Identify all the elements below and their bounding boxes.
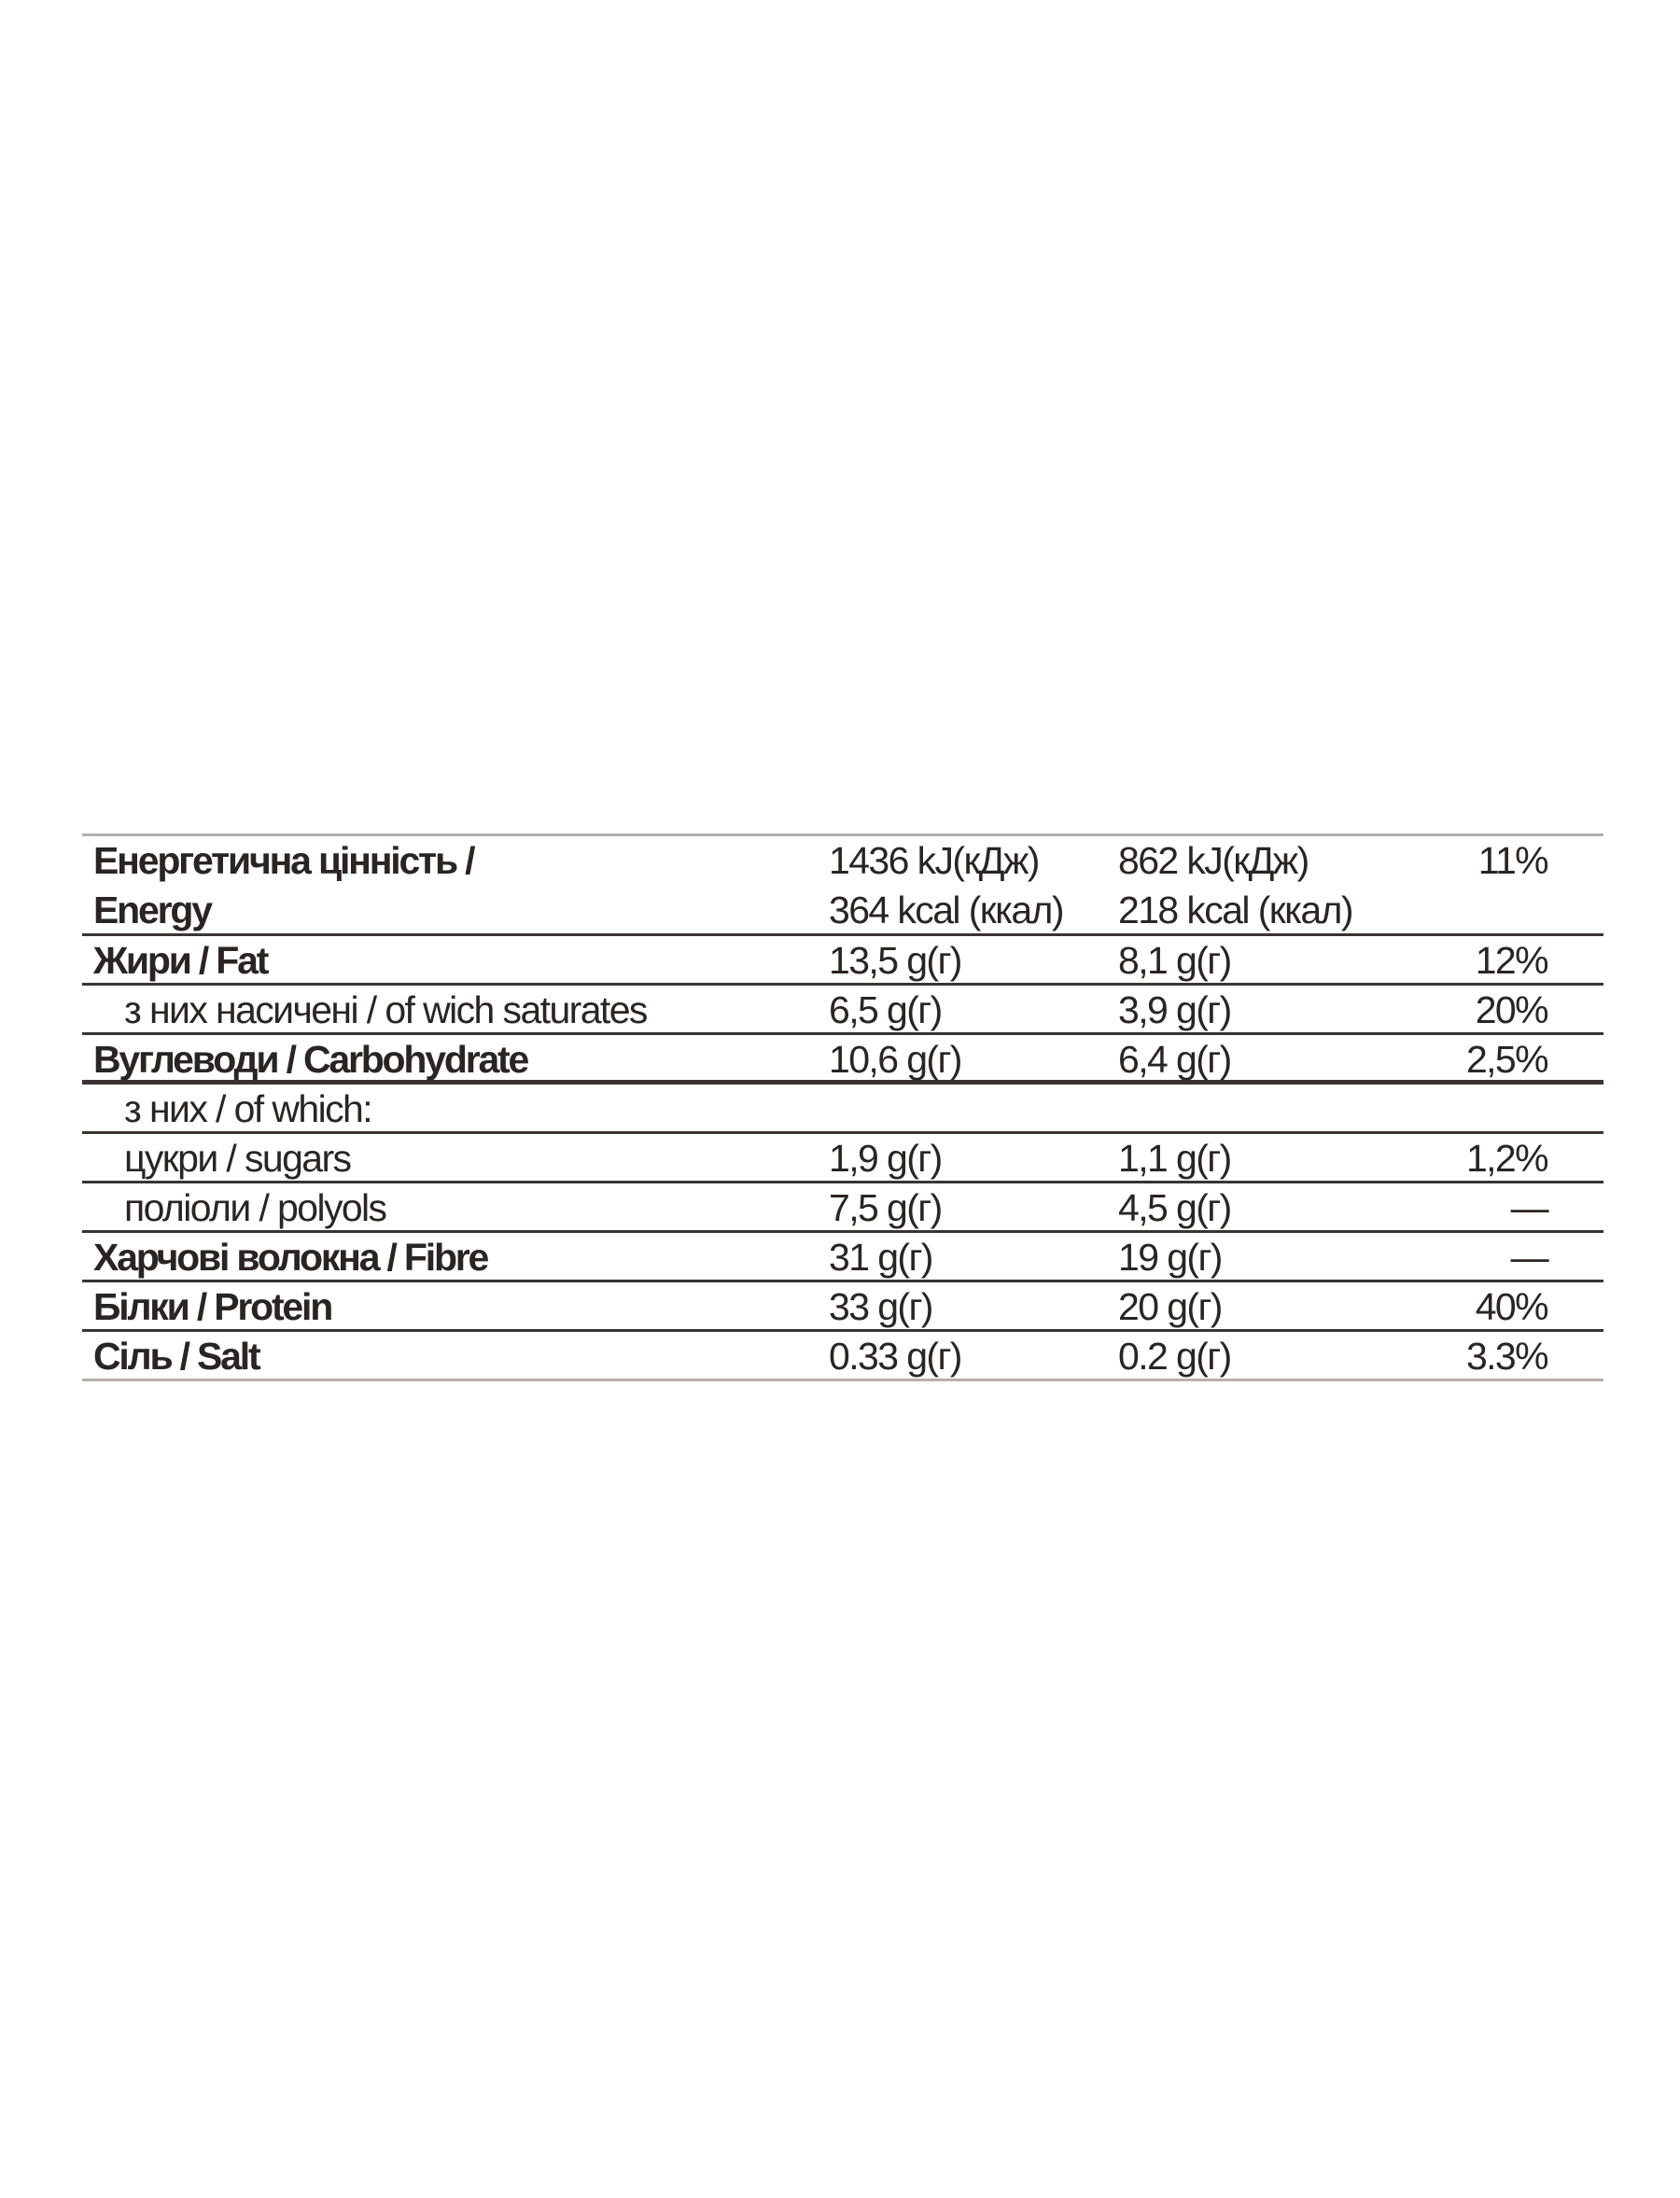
table-row-fat	[82, 936, 1603, 986]
table-row-fibre	[82, 1233, 1603, 1282]
per-portion-value: 8,1 g(г)	[1118, 939, 1231, 982]
per-100g-value-secondary: 364 kcal (ккал)	[829, 889, 1063, 931]
table-row-saturates	[82, 986, 1603, 1035]
per-portion-value: 6,4 g(г)	[1118, 1038, 1231, 1081]
reference-intake-value: 12%	[1475, 939, 1547, 982]
table-row-carbohydrate	[82, 1035, 1603, 1085]
row-label: Сіль / Salt	[93, 1335, 259, 1378]
row-label: з них насичені / of wich saturates	[124, 988, 647, 1031]
per-100g-value: 7,5 g(г)	[829, 1186, 942, 1229]
per-portion-value: 0.2 g(г)	[1118, 1335, 1231, 1378]
row-label: Харчові волокна / Fibre	[93, 1236, 488, 1279]
reference-intake-value: —	[1510, 1186, 1547, 1229]
reference-intake-value: 1,2%	[1465, 1137, 1547, 1180]
row-label: з них / of which:	[124, 1087, 372, 1130]
row-label: Вуглеводи / Carbohydrate	[93, 1038, 528, 1081]
per-portion-value: 3,9 g(г)	[1118, 988, 1231, 1031]
row-label: цукри / sugars	[124, 1137, 351, 1180]
reference-intake-value: 40%	[1475, 1285, 1547, 1328]
per-100g-value: 31 g(г)	[829, 1236, 932, 1279]
per-portion-value: 862 kJ(кДж)	[1118, 839, 1309, 882]
per-portion-value: 4,5 g(г)	[1118, 1186, 1231, 1229]
per-100g-value: 0.33 g(г)	[829, 1335, 961, 1378]
per-portion-value: 19 g(г)	[1118, 1236, 1222, 1279]
reference-intake-value: 11%	[1477, 839, 1547, 882]
per-100g-value: 1,9 g(г)	[829, 1137, 942, 1180]
per-100g-value: 13,5 g(г)	[829, 939, 961, 982]
row-label-secondary: Energy	[93, 889, 211, 931]
table-row-salt	[82, 1332, 1603, 1381]
per-portion-value-secondary: 218 kcal (ккал)	[1118, 889, 1352, 931]
table-row-polyols	[82, 1183, 1603, 1233]
table-row-sugars	[82, 1134, 1603, 1183]
row-label: поліоли / polyols	[124, 1186, 386, 1229]
per-100g-value: 1436 kJ(кДж)	[829, 839, 1039, 882]
nutrition-table	[82, 833, 1603, 1381]
row-label: Жири / Fat	[93, 939, 268, 982]
table-row-energy	[82, 836, 1603, 936]
reference-intake-value: 2,5%	[1465, 1038, 1547, 1081]
per-100g-value: 6,5 g(г)	[829, 988, 942, 1031]
reference-intake-value: 20%	[1475, 988, 1547, 1031]
row-label: Білки / Protein	[93, 1285, 332, 1328]
row-label: Енергетична цінність /	[93, 839, 474, 882]
reference-intake-value: —	[1510, 1236, 1547, 1279]
per-portion-value: 20 g(г)	[1118, 1285, 1222, 1328]
reference-intake-value: 3.3%	[1465, 1335, 1547, 1378]
per-portion-value: 1,1 g(г)	[1118, 1137, 1231, 1180]
per-100g-value: 33 g(г)	[829, 1285, 932, 1328]
per-100g-value: 10,6 g(г)	[829, 1038, 961, 1081]
table-row-of-which	[82, 1085, 1603, 1134]
table-row-protein	[82, 1282, 1603, 1332]
